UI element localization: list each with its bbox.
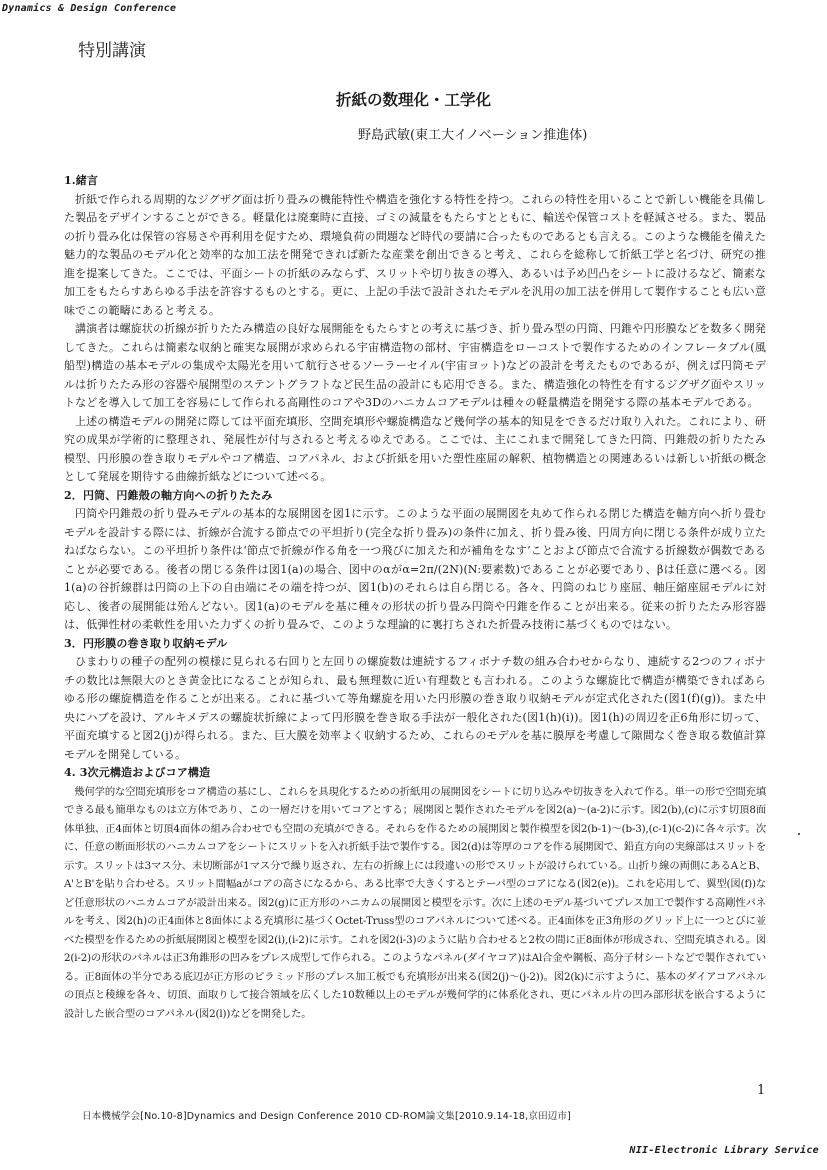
section-heading: 3．円形膜の巻き取り収納モデル <box>64 636 228 650</box>
section-core-structures <box>64 764 766 1023</box>
paragraph: 講演者は螺旋状の折線が折りたたみ構造の良好な展開能をもたらすとの考えに基づき、折り畳み型の円筒、円錐や円形膜などを数多く開発してきた。これらは簡素な収納と確実な展開が求められる宇宙構造物の部材、宇宙構造をローコストで製作するためのインフレータブル(風船型)構造の基本モデルの集成や太陽光を用いて航行させるソーラーセイル(宇宙ヨット)などの設計を考えたものであるが、例えば円筒モデルは折りたたみ形の容器や展開型のステントグラフトなど民生品の設計にも応用できる。また、構造強化の特性を有するジグザグ面やスリットなどを導入して加工を容易にして作られる高剛性のコアや3Dのハニカムコアモデルは種々の軽量構造を開発する際の基本モデルである。 <box>64 322 766 409</box>
section-introduction <box>64 172 766 487</box>
paragraph: 幾何学的な空間充填形をコア構造の基にし、これらを具現化するための折紙用の展開図をシートに切り込みや切抜きを入れて作る。単一の形で空間充填できる最も簡単なものは立方体であり、この一層だけを用いてコアとする；展開図と製作されたモデルを図2(a)〜(a-2)に示す。図2(b),(c)に示す切頂8面体単独、正4面体と切頂4面体の組み合わせでも空間の充填ができる。それらを作るための展開図と製作模型を図2(b-1)〜(b-3),(c-1)(c-2)に各々示す。次に、任意の断面形状のハニカムコアをシートにスリットを入れ折紙手法で製作する。図2(d)は等厚のコアを作る展開図で、鉛直方向の実線部はスリットを示す。スリットは3マス分、未切断部が1マス分で繰り返され、左右の折線上には段違いの形でスリットが設けられている。山折り線の両側にあるAとB、A'とB'を貼り合わせる。スリット間幅aがコアの高さになるから、ある比率で大きくするとテーパ型のコアになる(図2(e))。これを応用して、翼型(図(f))など任意形状のハニカムコアが設計出来る。図2(g)に正方形のハニカムの展開図と模型を示す。次に上述のモデル基づいてプレス加工で製作する高剛性パネルを考え、図2(h)の正4面体と8面体による充填形に基づくOctet-Truss型のコアパネルについて述べる。正4面体を正3角形のグリッド上に一つとびに並べた模型を作るための折紙展開図と模型を図2(i),(i-2)に示す。これを図2(i-3)のように貼り合わせると2枚の間に正8面体が形成され、空間充填される。図2(i-2)の形状のパネルは正3角錐形の凹みをプレス成型して作られる。このようなパネル(ダイヤコア)はAl合金や鋼板、高分子材シートなどで製作されている。正8面体の半分である底辺が正方形のピラミッド形のプレス加工板でも充填形が出来る(図2(j)〜(j-2))。図2(k)に示すように、基本のダイアコアパネルの頂点と稜線を各々、切頂、面取りして接合領域を広くした10数種以上のモデルが幾何学的に体系化され、更にパネル片の凹み部形状を嵌合するように設計した嵌合型のコアパネル(図2(l))などを開発した。 <box>64 785 766 1020</box>
section-heading: 4. 3次元構造およびコア構造 <box>64 766 211 779</box>
lecture-label: 特別講演 <box>78 41 146 61</box>
paper-title: 折紙の数理化・工学化 <box>335 90 491 109</box>
running-header: Dynamics & Design Conference <box>2 3 177 14</box>
section-heading: 1.緒言 <box>64 174 99 187</box>
page-number: 1 <box>757 1083 766 1098</box>
paragraph: 円筒や円錐殻の折り畳みモデルの基本的な展開図を図1に示す。このような平面の展開図を丸めて作られる閉じた構造を軸方向へ折り畳むモデルを設計する際には、折線が合流する節点での平坦折り(完全な折り畳み)の条件に加え、折り畳み後、円周方向に閉じる条件が成り立たねばならない。この平坦折り条件は‘節点で折線が作る角を一つ飛びに加えた和が補角をなす’ことおよび節点で合流する折線数が偶数であることが必要である。後者の閉じる条件は図1(a)の場合、図中のαがα=2π/(2N)(N:要素数)であることが必要であり、βは任意に選べる。図1(a)の谷折線群は円筒の上下の自由端にその端を持つが、図1(b)のそれらは自ら閉じる。各々、円筒のねじり座屈、軸圧縮座屈モデルに対応し、後者の展開能は殆んどない。図1(a)のモデルを基に種々の形状の折り畳み円筒や円錐を作ることが出来る。従来の折りたたみ形容器は、低弾性材の柔軟性を用いた力ずくの折り畳みで、このような理論的に裏打ちされた折畳み技術に基づくものではない。 <box>64 507 766 631</box>
paragraph: ひまわりの種子の配列の模様に見られる右回りと左回りの螺旋数は連続するフィボナチ数の組み合わせからなり、連続する2つのフィボナチの数比は無限大のとき黄金比になることが知られ、最も無理数に近い有理数とも言われる。このような螺旋比で構造が構築できればあらゆる形の螺旋構造を作ることが出来る。これに基づいて等角螺旋を用いた円形膜の巻き取り収納モデルが定式化された(図1(f)(g))。また中央にハブを設け、アルキメデスの螺旋状折線によって円形膜を巻き取る手法が一般化された(図1(h)(i))。図1(h)の周辺を正6角形に切って、平面充填すると図2(j)が得られる。また、巨大膜を効率よく収納するため、これらのモデルを基に膜厚を考慮して隙間なく巻き取る数値計算モデルを開発している。 <box>64 655 766 761</box>
section-membrane-wrapping <box>64 635 766 765</box>
paragraph: 折紙で作られる周期的なジグザグ面は折り畳みの機能特性や構造を強化する特性を持つ。これらの特性を用いることで新しい機能を具備した製品をデザインすることができる。軽量化は廃棄時に直接、ゴミの減量をもたらすとともに、輸送や保管コストを軽減させる。また、製品の折り畳み化は保管の容易さや再利用を促すため、環境負荷の問題など時代の要請に合ったものであるとも言える。このような機能を備えた魅力的な製品のモデル化と効率的な加工法を開発できれば新たな産業を創出できると考え、これらを総称して折紙工学と名づけ、研究の推進を提案してきた。ここでは、平面シートの折紙のみならず、スリットや切り抜きの導入、あるいは予め凹凸をシートに設けるなど、簡素な加工をもたらすあらゆる手法を許容するものとする。更に、上記の手法で設計されたモデルを汎用の加工法を併用して製作することも広い意味でこの範疇にあると考える。 <box>64 192 767 317</box>
paper-body <box>64 172 766 1023</box>
section-cylinder-folding <box>64 487 766 635</box>
scan-speck <box>798 833 800 835</box>
paragraph: 上述の構造モデルの開発に際しては平面充填形、空間充填形や螺旋構造など幾何学の基本的知見をできるだけ取り入れた。これにより、研究の成果が学術的に整理され、発展性が付与されると考えるゆえである。ここでは、主にこれまで開発してきた円筒、円錐殻の折りたたみ模型、円形膜の巻き取りモデルやコア構造、コアパネル、および折紙を用いた塑性座屈の解釈、植物構造との関連あるいは新しい折紙の概念として発展を期待する曲線折紙などについて述べる。 <box>64 414 766 483</box>
library-service-label: NII-Electronic Library Service <box>629 1145 819 1156</box>
conference-footer: 日本機械学会[No.10-8]Dynamics and Design Conference 2010 CD-ROM論文集[2010.9.14-18,京田辺市] <box>82 1111 572 1122</box>
author-line: 野島武敏(東工大イノベーション推進体) <box>358 128 588 143</box>
section-heading: 2．円筒、円錐殻の軸方向への折りたたみ <box>64 488 273 502</box>
